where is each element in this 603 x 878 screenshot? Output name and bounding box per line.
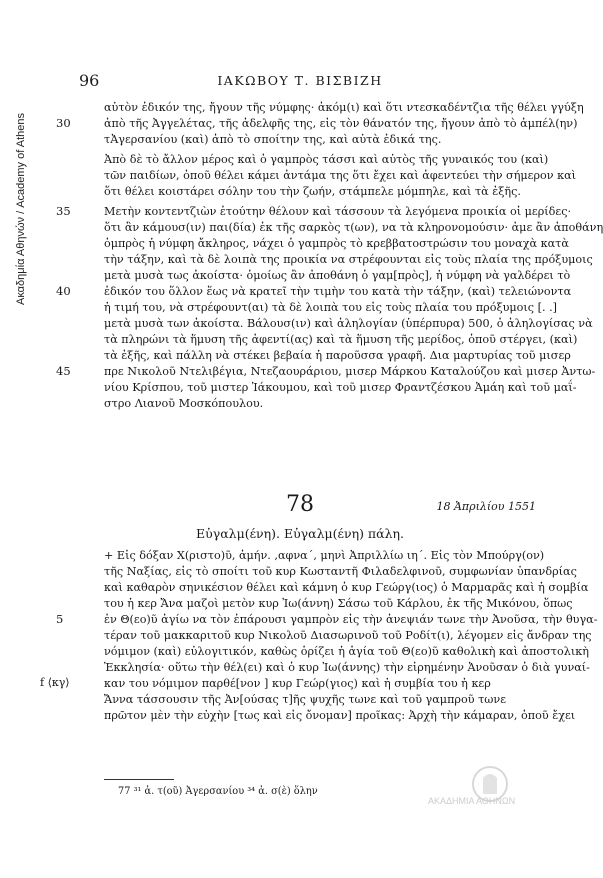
footnote-rule bbox=[104, 779, 174, 780]
text-line: ὁμπρὸς ἡ νύμφη ἄκληρος, νάχει ὁ γαμπρὸς τὸ κρεββατοστρώσιν του μοναχὰ κατὰ bbox=[104, 237, 569, 250]
line-number: 40 bbox=[56, 284, 71, 298]
text-line: ὅτι ἂν κάμουσ(ιν) παι(δία) ἐκ τῆς σαρκὸς τ(ων), να τὰ κληρονομούσιν· ἀμε ἂν ἀποθάνη bbox=[104, 221, 603, 234]
line-number: 35 bbox=[56, 204, 71, 218]
document-number: 78 bbox=[286, 492, 314, 517]
text-line: καν του νόμιμον παρθέ[νον ] κυρ Γεώρ(γιος) καὶ ἡ συμβία του ἡ κερ bbox=[104, 677, 491, 690]
text-line: του ἡ κερ Ἄνα μαζοὶ μετὸν κυρ Ἰω(άννη) Σάσω τοῦ Κάρλου, ἐκ τῆς Μικόνου, ὅπως bbox=[104, 597, 573, 610]
watermark-text: ΑΚΑΔΗΜΙΑ ΑΘΗΝΩΝ bbox=[428, 796, 516, 806]
footnote: 77 ³¹ ἀ. τ(οῦ) Ἀγερσανίου ³⁴ ἀ. σ(ὲ) ὅλην bbox=[118, 786, 318, 797]
line-number: 5 bbox=[56, 612, 64, 626]
text-line: τὴν τάξην, καὶ τὰ δὲ λοιπὰ της προικία να στρέφουνται εἰς τοὺς πλαία της πρόξυμοις bbox=[104, 253, 593, 266]
text-line: ἐδικόν του ὅλλον ἕως νὰ κρατεῖ τὴν τιμὴν του κατὰ τὴν τάξην, (καὶ) τελειώνοντα bbox=[104, 285, 572, 298]
text-line: τἈγερσανίου (καὶ) ἀπὸ τὸ σποίτην της, καὶ αὐτὰ ἐδικά της. bbox=[104, 133, 442, 146]
academy-watermark-logo bbox=[420, 764, 560, 810]
text-line: νόμιμον (καὶ) εὐλογιτικόν, καθὼς ὁρίζει ἡ ἁγία τοῦ Θ(εο)ῦ καθολικὴ καὶ ἀποστολικὴ bbox=[104, 645, 589, 658]
line-number: 45 bbox=[56, 364, 71, 378]
text-line: τῶν παιδίων, ὁποῦ θέλει κάμει ἀντάμα της ὅτι ἔχει καὶ ἀφεντεύει τὴν σήμερον καὶ bbox=[104, 169, 577, 182]
text-line: Μετὴν κοντεντζιὼν ἐτούτην θέλουν καὶ τάσσουν τὰ λεγόμενα προικία οἱ μερίδες· bbox=[104, 205, 572, 218]
document-heading: Εὐγαλμ(ένη). Εὐγαλμ(ένη) πάλη. bbox=[196, 526, 404, 541]
archive-side-label: Ακαδημία Αθηνών / Academy of Athens bbox=[15, 113, 27, 306]
text-line: στρο Λιανοῦ Μοσκόπουλου. bbox=[104, 397, 264, 410]
margin-note: f ⟨κγ⟩ bbox=[40, 676, 70, 689]
text-line: πρε Νικολοῦ Ντελιβέγια, Ντεζαουράριου, μισερ Μάρκου Καταλούζου καὶ μισερ Ἀντω- bbox=[104, 365, 596, 378]
text-line: τὰ πληρώνι τὰ ἥμυση τῆς ἀφεντί(ας) καὶ τὰ ἥμυση τῆς μερίδος, ὁποῦ στέργει, (καὶ) bbox=[104, 333, 578, 346]
line-number: 30 bbox=[56, 116, 71, 130]
text-line: πρῶτον μὲν τὴν εὐχὴν [τως καὶ εἰς ὄνομαν] προῖκας: Ἀρχὴ τὴν κάμαραν, ὁποῦ ἔχει bbox=[104, 709, 576, 722]
text-line: τὰ ἐξῆς, καὶ πάλλη νὰ στέκει βεβαία ἡ παροῦσσα γραφῆ. Δια μαρτυρίας τοῦ μισερ bbox=[104, 349, 571, 362]
text-line: νίου Κρίσπου, τοῦ μιστερ Ἰάκουμου, καὶ τοῦ μισερ Φραντζέσκου Ἀμάη καὶ τοῦ μαΐ- bbox=[104, 381, 577, 394]
text-line: ἀπὸ τῆς Ἀγγελέτας, τῆς ἀδελφῆς της, εἰς τὸν θάνατόν της, ἤγουν ἀπὸ τὸ ἀμπέλ(ην) bbox=[104, 117, 578, 130]
text-line: καὶ καθαρὸν σηνικέσιον θέλει καὶ κάμνη ὁ κυρ Γεώργ(ιος) ὁ Μαρμαρᾶς καὶ ἡ σομβία bbox=[104, 581, 589, 594]
text-line: ἐν Θ(εο)ῦ ἀγίω να τὸν ἐπάρουσι γαμπρὸν εἰς τὴν ἀνεψιάν τωνε τὴν Ἀνοῦσα, τὴν θυγα- bbox=[104, 613, 598, 626]
text-line: τῆς Ναξίας, εἰς τὸ σποίτι τοῦ κυρ Κωσταντῆ Φιλαδελφινοῦ, συμφωνίαν ὑπανδρίας bbox=[104, 565, 577, 578]
page-number: 96 bbox=[79, 71, 100, 90]
text-line: ὅτι θέλει κοιστάρει σόλην του τὴν ζωήν, στάμπελε μόμπηλε, καὶ τὰ ἐξῆς. bbox=[104, 185, 521, 198]
text-line: Ἄννα τάσσουσιν τῆς Ἀν[ούσας τ]ῆς ψυχῆς τωνε καὶ τοῦ γαμπροῦ τωνε bbox=[104, 693, 507, 706]
text-line: + Εἰς δόξαν Χ(ριστο)ῦ, ἀμήν. ,αφνα΄, μηνὶ Ἀπριλλίω ιη΄. Εἰς τὸν Μπούργ(ον) bbox=[104, 549, 545, 562]
text-line: αὐτὸν ἐδικόν της, ἤγουν τῆς νύμφης· ἀκόμ(ι) καὶ ὅτι ντεσκαδέντζια τῆς θέλει γγύξη bbox=[104, 101, 584, 114]
text-line: ἡ τιμή του, νὰ στρέφουντ(αι) τὰ δὲ λοιπὰ του εἰς τοὺς πλαία του πρόξυμοις [. .] bbox=[104, 301, 558, 314]
text-line: Ἀπὸ δὲ τὸ ἄλλον μέρος καὶ ὁ γαμπρὸς τάσσι καὶ αὐτὸς τῆς γυναικός του (καὶ) bbox=[104, 153, 549, 166]
text-line: τέραν τοῦ μακκαριτοῦ κυρ Νικολοῦ Διασωρινοῦ τοῦ Ροδίτ(ι), λέγομεν εἰς ἄνδραν της bbox=[104, 629, 592, 642]
document-date: 18 Ἀπριλίου 1551 bbox=[436, 500, 536, 513]
running-head: ΙΑΚΩΒΟΥ Τ. ΒΙΣΒΙΖΗ bbox=[217, 73, 383, 88]
text-line: μετὰ μυσὰ των ἀκοίστα. Βάλουσ(ιν) καὶ ἀληλογίαν (ὑπέρπυρα) 500, ὁ ἀληλογίσας νὰ bbox=[104, 317, 593, 330]
text-line: Ἐκκλησία· οὕτω τὴν θέλ(ει) καὶ ὁ κυρ Ἰω(άννης) τὴν εἰρημένην Ἀνοῦσαν ὁ διὰ γυναί- bbox=[104, 661, 590, 674]
text-line: μετὰ μυσὰ τως ἀκοίστα· ὁμοίως ἂν ἀποθάνη ὁ γαμ[πρὸς], ἡ νύμφη νὰ γαλδέρει τὸ bbox=[104, 269, 571, 282]
